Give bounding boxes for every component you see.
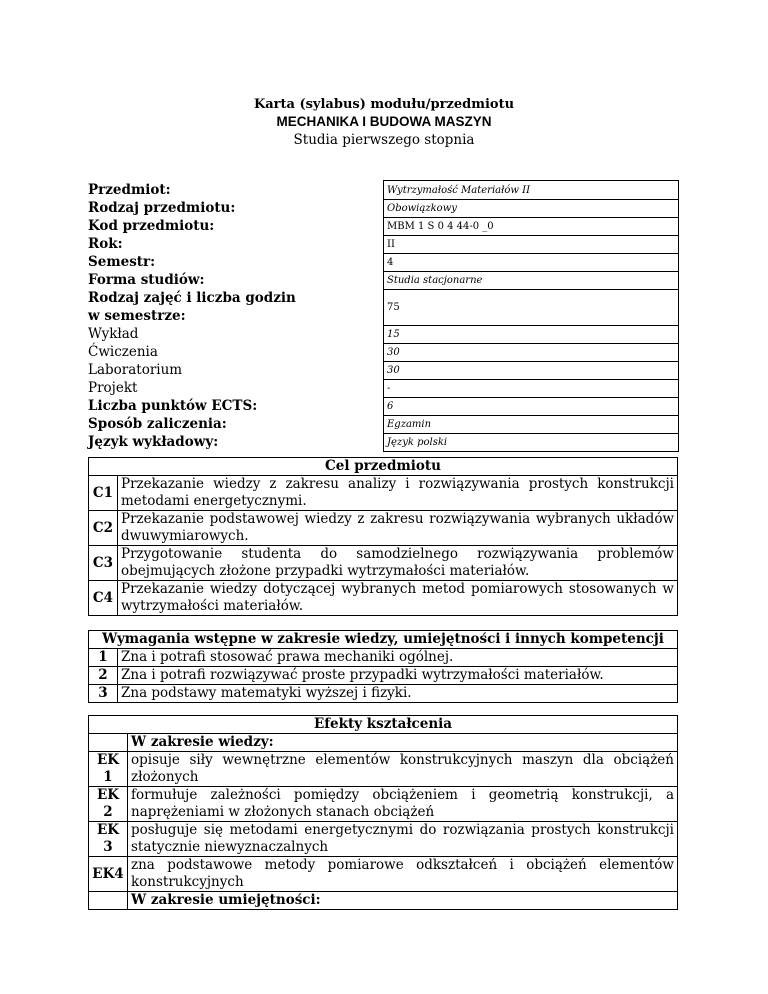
info-value: Język polski xyxy=(384,433,678,451)
info-value: Obowiązkowy xyxy=(384,199,678,217)
info-label: Ćwiczenia xyxy=(88,344,158,360)
info-value: - xyxy=(384,379,678,397)
table-row xyxy=(89,822,678,857)
header-title: MECHANIKA I BUDOWA MASZYN xyxy=(276,114,492,129)
efekty-section-umiejetnosci: W zakresie umiejętności: xyxy=(128,892,678,910)
wymagania-title: Wymagania wstępne w zakresie wiedzy, umiejętności i innych kompetencji xyxy=(89,631,678,649)
cel-table xyxy=(88,457,678,616)
info-value: Egzamin xyxy=(384,415,678,433)
row-text: Zna podstawy matematyki wyższej i fizyki. xyxy=(118,685,678,703)
row-code: C4 xyxy=(89,581,118,616)
row-code: 3 xyxy=(89,685,118,703)
row-code: EK 1 xyxy=(89,752,128,787)
info-label: Semestr: xyxy=(88,254,156,270)
header-subtitle: Studia pierwszego stopnia xyxy=(293,132,475,148)
wymagania-table xyxy=(88,630,678,703)
info-value: 30 xyxy=(384,361,678,379)
info-label-cont: w semestrze: xyxy=(88,308,186,324)
cel-title: Cel przedmiotu xyxy=(89,458,678,476)
table-row xyxy=(89,511,678,546)
row-text: formułuje zależności pomiędzy obciążeniem i geometrią konstrukcji, a naprężeniami w złożonych stanach obciążeń xyxy=(128,787,678,822)
table-row xyxy=(89,546,678,581)
info-value: 75 xyxy=(384,289,678,325)
info-label: Wykład xyxy=(88,326,139,342)
info-label: Przedmiot: xyxy=(88,182,171,198)
table-row xyxy=(89,857,678,892)
row-text: Przekazanie podstawowej wiedzy z zakresu rozwiązywania wybranych układów dwuwymiarowych. xyxy=(118,511,678,546)
row-code: 1 xyxy=(89,649,118,667)
row-text: Zna i potrafi rozwiązywać proste przypadki wytrzymałości materiałów. xyxy=(118,667,678,685)
info-values xyxy=(383,180,679,452)
info-value: II xyxy=(384,235,678,253)
info-value: Wytrzymałość Materiałów II xyxy=(387,184,531,196)
table-row xyxy=(89,667,678,685)
info-label: Język wykładowy: xyxy=(88,434,219,450)
info-label: Kod przedmiotu: xyxy=(88,218,215,234)
row-code: EK 2 xyxy=(89,787,128,822)
info-label: Rodzaj zajęć i liczba godzin xyxy=(88,290,296,306)
info-value: 6 xyxy=(384,397,678,415)
info-label: Projekt xyxy=(88,380,138,396)
table-row xyxy=(89,752,678,787)
info-label: Forma studiów: xyxy=(88,272,205,288)
info-label: Sposób zaliczenia: xyxy=(88,416,227,432)
efekty-title: Efekty kształcenia xyxy=(89,716,678,734)
row-text: Przygotowanie studenta do samodzielnego rozwiązywania problemów obejmujących złożone przypadki wytrzymałości materiałów. xyxy=(118,546,678,581)
header-line1: Karta (sylabus) modułu/przedmiotu xyxy=(253,97,515,112)
row-text: posługuje się metodami energetycznymi do rozwiązania prostych konstrukcji statycznie niewyznaczalnych xyxy=(128,822,678,857)
info-value: 4 xyxy=(384,253,678,271)
row-code: C1 xyxy=(89,476,118,511)
info-label: Liczba punktów ECTS: xyxy=(88,398,258,414)
info-value: 30 xyxy=(384,343,678,361)
row-code: C3 xyxy=(89,546,118,581)
row-text: Przekazanie wiedzy dotyczącej wybranych metod pomiarowych stosowanych w wytrzymałości materiałów. xyxy=(118,581,678,616)
table-row xyxy=(89,685,678,703)
row-text: Przekazanie wiedzy z zakresu analizy i rozwiązywania prostych konstrukcji metodami energetycznymi. xyxy=(118,476,678,511)
table-row xyxy=(89,649,678,667)
info-label: Rodzaj przedmiotu: xyxy=(88,200,236,216)
row-code: 2 xyxy=(89,667,118,685)
table-row xyxy=(89,581,678,616)
row-code: C2 xyxy=(89,511,118,546)
table-row xyxy=(89,787,678,822)
row-code: EK 3 xyxy=(89,822,128,857)
row-text: Zna i potrafi stosować prawa mechaniki ogólnej. xyxy=(118,649,678,667)
info-value: MBM 1 S 0 4 44-0 _0 xyxy=(384,217,678,235)
info-label: Rok: xyxy=(88,236,123,252)
info-value: Studia stacjonarne xyxy=(384,271,678,289)
info-label: Laboratorium xyxy=(88,362,183,378)
table-row xyxy=(89,476,678,511)
row-text: opisuje siły wewnętrzne elementów konstrukcyjnych maszyn dla obciążeń złożonych xyxy=(128,752,678,787)
info-value: 15 xyxy=(384,325,678,343)
row-code: EK4 xyxy=(89,857,128,892)
efekty-table xyxy=(88,715,678,910)
efekty-section-wiedza: W zakresie wiedzy: xyxy=(128,734,678,752)
row-text: zna podstawowe metody pomiarowe odkształceń i obciążeń elementów konstrukcyjnych xyxy=(128,857,678,892)
